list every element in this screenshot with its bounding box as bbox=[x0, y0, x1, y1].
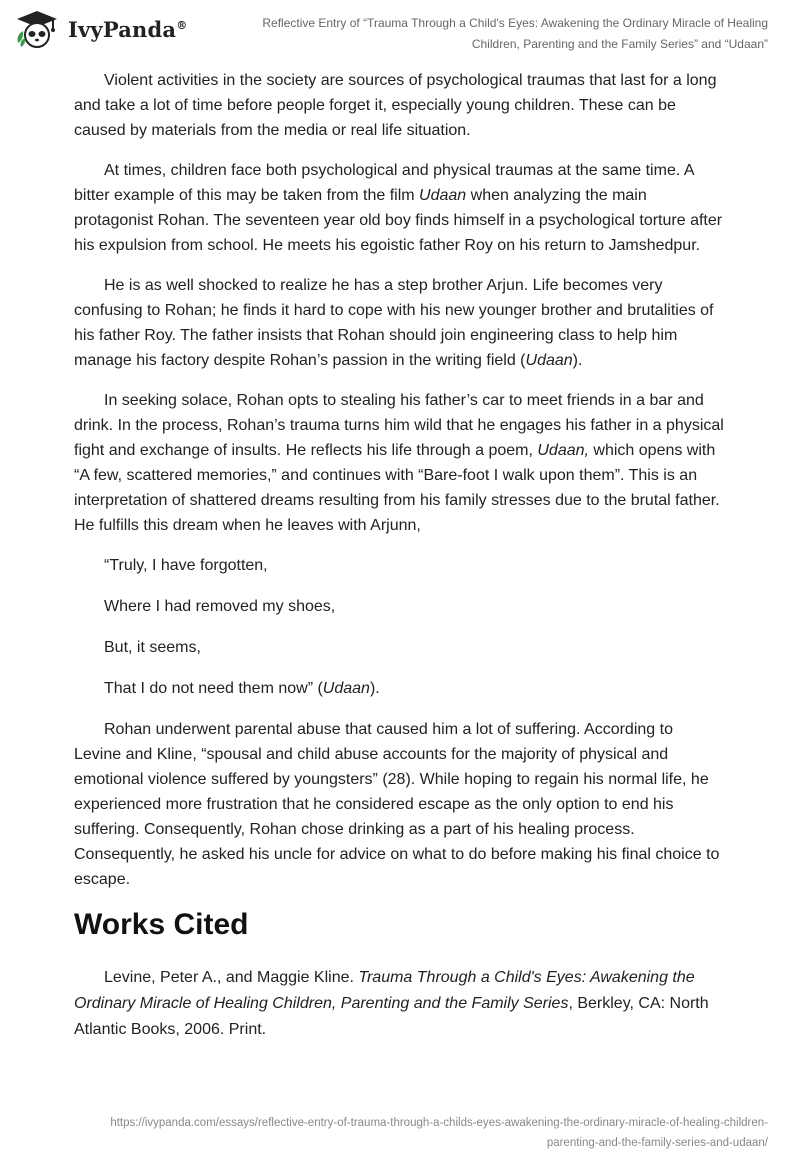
poem-line: But, it seems, bbox=[104, 639, 201, 656]
document-title-line: Children, Parenting and the Family Series” and “Udaan” bbox=[471, 37, 768, 51]
source-url-line: https://ivypanda.com/essays/reflective-entry-of-trauma-through-a-childs-eyes-awakening-the-ordinary-miracle-of-healing-children- bbox=[110, 1117, 768, 1129]
brand-logo[interactable] bbox=[14, 9, 214, 49]
essay-body bbox=[74, 68, 724, 1043]
page-header bbox=[0, 0, 800, 58]
poem-line: That I do not need them now” (Udaan). bbox=[104, 680, 380, 697]
paragraph: In seeking solace, Rohan opts to stealing his father’s car to meet friends in a bar and drink. In the process, Rohan’s trauma turns him wild that he engages his father in a physical fight and exchange of insults. He reflects his life through a poem, Udaan, which opens with “A few, scattered memories,” and continues with “Bare-foot I walk upon them”. This is an interpretation of shattered dreams resulting from his family stresses due to the brutal father. He fulfills this dream when he leaves with Arjunn, bbox=[74, 392, 724, 534]
source-url[interactable] bbox=[28, 1113, 768, 1153]
poem-line: Where I had removed my shoes, bbox=[104, 598, 336, 615]
citation-entry: Levine, Peter A., and Maggie Kline. Trauma Through a Child's Eyes: Awakening the Ordinary Miracle of Healing Children, Parenting and the Family Series, Berkley, CA: North Atlantic Books, 2006. Print. bbox=[74, 969, 709, 1038]
document-title bbox=[228, 13, 768, 55]
document-title-line: Reflective Entry of “Trauma Through a Child's Eyes: Awakening the Ordinary Miracle of Healing bbox=[262, 16, 768, 30]
brand-name: IvyPanda® bbox=[68, 16, 188, 42]
poem-line: “Truly, I have forgotten, bbox=[104, 557, 268, 574]
paragraph: Rohan underwent parental abuse that caused him a lot of suffering. According to Levine and Kline, “spousal and child abuse accounts for the majority of physical and emotional violence suffered by youngsters” (28). While hoping to regain his normal life, he experienced more frustration that he considered escape as the only option to end his suffering. Consequently, Rohan chose drinking as a part of his healing process. Consequently, he asked his uncle for advice on what to do before making his final choice to escape. bbox=[74, 721, 720, 888]
panda-graduate-icon bbox=[14, 9, 60, 49]
paragraph: He is as well shocked to realize he has a step brother Arjun. Life becomes very confusing to Rohan; he finds it hard to cope with his new younger brother and brutalities of his father Roy. The father insists that Rohan should join engineering class to help him manage his factory despite Rohan’s passion in the writing field (Udaan). bbox=[74, 277, 714, 369]
paragraph: At times, children face both psychological and physical traumas at the same time. A bitter example of this may be taken from the film Udaan when analyzing the main protagonist Rohan. The seventeen year old boy finds himself in a psychological torture after his expulsion from school. He meets his egoistic father Roy on his return to Jamshedpur. bbox=[74, 162, 723, 254]
source-url-line: parenting-and-the-family-series-and-udaan/ bbox=[546, 1137, 768, 1149]
works-cited-heading: Works Cited bbox=[74, 908, 249, 941]
paragraph: Violent activities in the society are sources of psychological traumas that last for a long and take a lot of time before people forget it, especially young children. These can be caused by materials from the media or real life situation. bbox=[74, 72, 717, 139]
